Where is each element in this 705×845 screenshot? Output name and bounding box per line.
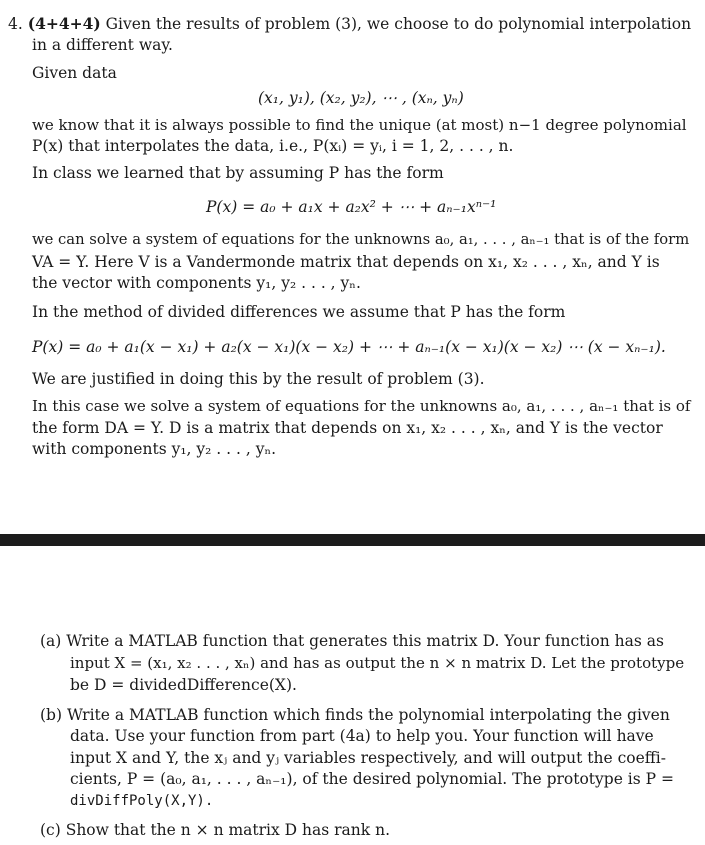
problem-points: (4+4+4) <box>27 14 101 33</box>
equation-monomial-form: P(x) = a₀ + a₁x + a₂x² + ⋯ + aₙ₋₁xⁿ⁻¹ <box>206 198 497 216</box>
problem-header-line1 <box>8 14 691 34</box>
paragraph-3-line3: the vector with components y₁, y₂ . . . , yₙ. <box>32 274 361 292</box>
data-points-expression: (x₁, y₁), (x₂, y₂), ⋯ , (xₙ, yₙ) <box>258 89 464 107</box>
paragraph-6-line3: with components y₁, y₂ . . . , yₙ. <box>32 440 277 458</box>
paragraph-5: We are justified in doing this by the result of problem (3). <box>32 370 485 388</box>
part-b-line3: input X and Y, the xⱼ and yⱼ variables respectively, and will output the coeffi- <box>70 749 666 767</box>
paragraph-1-line1: we know that it is always possible to find the unique (at most) n−1 degree polynomial <box>32 116 687 134</box>
part-b-line2: data. Use your function from part (4a) to help you. Your function will have <box>70 727 654 745</box>
part-c: (c) Show that the n × n matrix D has rank n. <box>40 821 391 839</box>
paragraph-3-line1: we can solve a system of equations for the unknowns a₀, a₁, . . . , aₙ₋₁ that is of the form <box>32 231 690 248</box>
part-b-line5: divDiffPoly(X,Y). <box>70 793 214 809</box>
paragraph-4: In the method of divided differences we assume that P has the form <box>32 303 566 321</box>
given-data-label: Given data <box>32 64 117 82</box>
part-b-line4: cients, P = (a₀, a₁, . . . , aₙ₋₁), of the desired polynomial. The prototype is P = <box>70 770 674 788</box>
problem-number: 4. <box>8 15 23 33</box>
paragraph-6-line2: the form DA = Y. D is a matrix that depends on x₁, x₂ . . . , xₙ, and Y is the vector <box>32 419 663 437</box>
part-b-line1: (b) Write a MATLAB function which finds the polynomial interpolating the given <box>40 706 670 724</box>
part-a-line1: (a) Write a MATLAB function that generates this matrix D. Your function has as <box>40 632 664 650</box>
paragraph-3-line2: VA = Y. Here V is a Vandermonde matrix that depends on x₁, x₂ . . . , xₙ, and Y is <box>32 253 660 271</box>
paragraph-2: In class we learned that by assuming P has the form <box>32 164 444 182</box>
equation-newton-form: P(x) = a₀ + a₁(x − x₁) + a₂(x − x₁)(x − x₂) + ⋯ + aₙ₋₁(x − x₁)(x − x₂) ⋯ (x − xₙ₋₁). <box>32 338 666 356</box>
paragraph-1-line2: P(x) that interpolates the data, i.e., P(xᵢ) = yᵢ, i = 1, 2, . . . , n. <box>32 137 514 155</box>
section-divider <box>0 534 705 546</box>
problem-intro-line2: in a different way. <box>32 36 173 54</box>
part-a-line2: input X = (x₁, x₂ . . . , xₙ) and has as output the n × n matrix D. Let the prototype <box>70 654 685 672</box>
paragraph-6-line1: In this case we solve a system of equations for the unknowns a₀, a₁, . . . , aₙ₋₁ that is of <box>32 397 691 415</box>
problem-intro-text: Given the results of problem (3), we choose to do polynomial interpolation <box>105 15 692 33</box>
part-a-line3: be D = dividedDifference(X). <box>70 676 297 694</box>
